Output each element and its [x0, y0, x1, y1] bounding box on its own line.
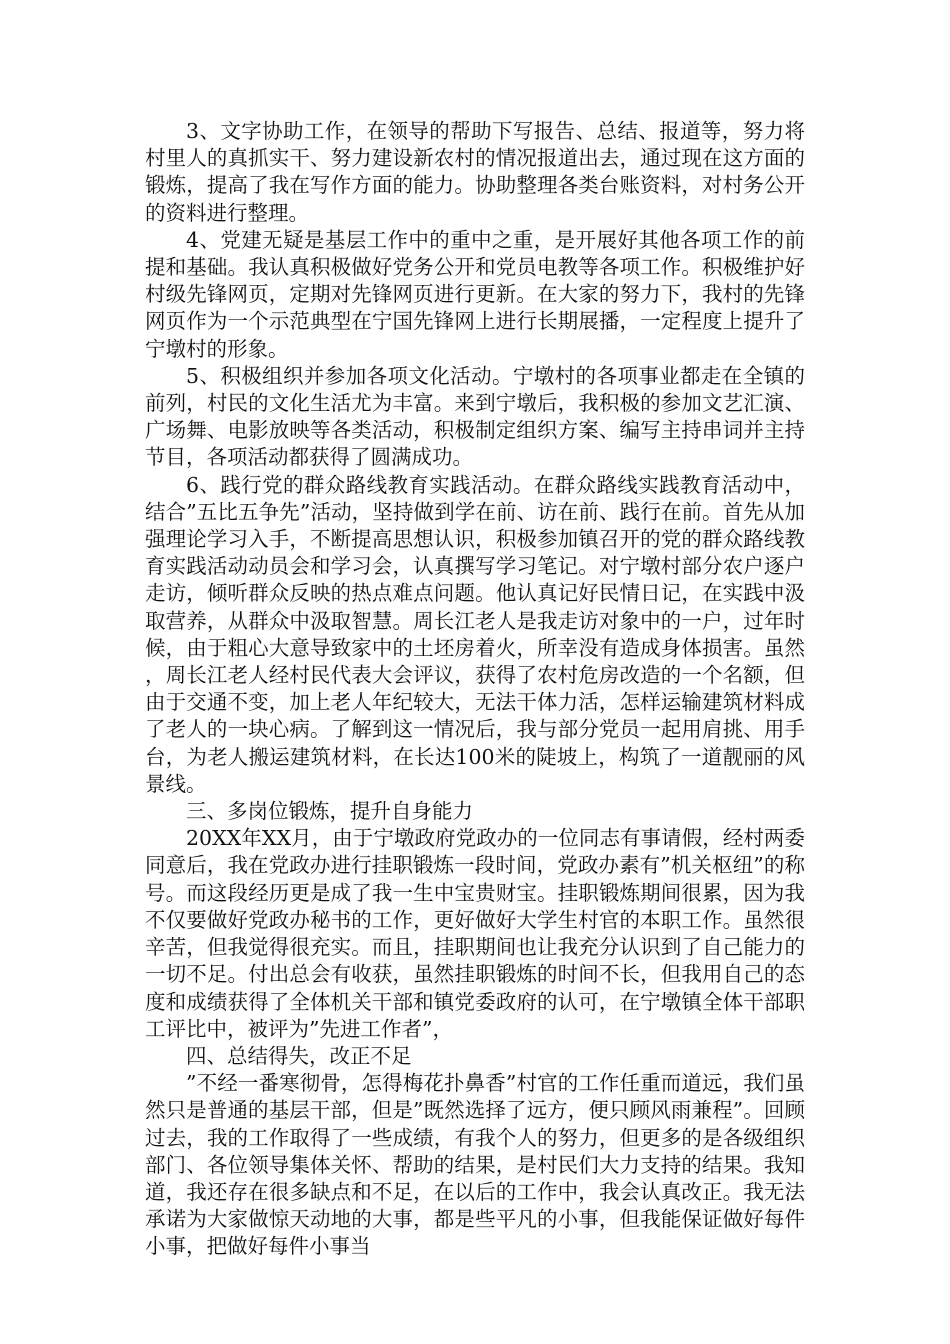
paragraph-item-4: 4、党建无疑是基层工作中的重中之重，是开展好其他各项工作的前提和基础。我认真积极做好党务公开和党员电教等各项工作。积极维护好村级先锋网页，定期对先锋网页进行更新。在大家的努力下，我村的先锋网页作为一个示范典型在宁国先锋网上进行长期展播，一定程度上提升了宁墩村的形象。: [145, 227, 805, 361]
paragraph-section-3: 20XX年XX月，由于宁墩政府党政办的一位同志有事请假，经村两委同意后，我在党政办进行挂职锻炼一段时间，党政办素有”机关枢纽”的称号。而这段经历更是成了我一生中宝贵财宝。挂职锻炼期间很累，因为我不仅要做好党政办秘书的工作，更好做好大学生村官的本职工作。虽然很辛苦，但我觉得很充实。而且，挂职期间也让我充分认识到了自己能力的一切不足。付出总会有收获，虽然挂职锻炼的时间不长，但我用自己的态度和成绩获得了全体机关干部和镇党委政府的认可，在宁墩镇全体干部职工评比中，被评为”先进工作者”，: [145, 826, 805, 1041]
paragraph-section-4: ”不经一番寒彻骨，怎得梅花扑鼻香”村官的工作任重而道远，我们虽然只是普通的基层干部，但是”既然选择了远方，便只顾风雨兼程”。回顾过去，我的工作取得了一些成绩，有我个人的努力，但更多的是各级组织部门、各位领导集体关怀、帮助的结果，是村民们大力支持的结果。我知道，我还存在很多缺点和不足，在以后的工作中，我会认真改正。我无法承诺为大家做惊天动地的大事，都是些平凡的小事，但我能保证做好每件小事，把做好每件小事当: [145, 1071, 805, 1259]
paragraph-item-6: 6、践行党的群众路线教育实践活动。在群众路线实践教育活动中，结合”五比五争先”活动，坚持做到学在前、访在前、践行在前。首先从加强理论学习入手，不断提高思想认识，积极参加镇召开的党的群众路线教育实践活动动员会和学习会，认真撰写学习笔记。对宁墩村部分农户逐户走访，倾听群众反映的热点难点问题。他认真记好民情日记，在实践中汲取营养，从群众中汲取智慧。周长江老人是我走访对象中的一户，过年时候，由于粗心大意导致家中的土坯房着火，所幸没有造成身体损害。虽然，周长江老人经村民代表大会评议，获得了农村危房改造的一个名额，但由于交通不变，加上老人年纪较大，无法干体力活，怎样运输建筑材料成了老人的一块心病。了解到这一情况后，我与部分党员一起用肩挑、用手台，为老人搬运建筑材料，在长达100米的陡坡上，构筑了一道靓丽的风景线。: [145, 472, 805, 796]
section-heading-3: 三、多岗位锻炼，提升自身能力: [186, 799, 473, 824]
section-heading-4: 四、总结得失，改正不足: [186, 1043, 412, 1068]
paragraph-item-3: 3、文字协助工作，在领导的帮助下写报告、总结、报道等，努力将村里人的真抓实干、努力建设新农村的情况报道出去，通过现在这方面的锻炼，提高了我在写作方面的能力。协助整理各类台账资料，对村务公开的资料进行整理。: [145, 119, 805, 225]
document-body: [145, 118, 805, 1261]
paragraph-item-5: 5、积极组织并参加各项文化活动。宁墩村的各项事业都走在全镇的前列，村民的文化生活尤为丰富。来到宁墩后，我积极的参加文艺汇演、广场舞、电影放映等各类活动，积极制定组织方案、编写主持串词并主持节目，各项活动都获得了圆满成功。: [145, 363, 805, 470]
